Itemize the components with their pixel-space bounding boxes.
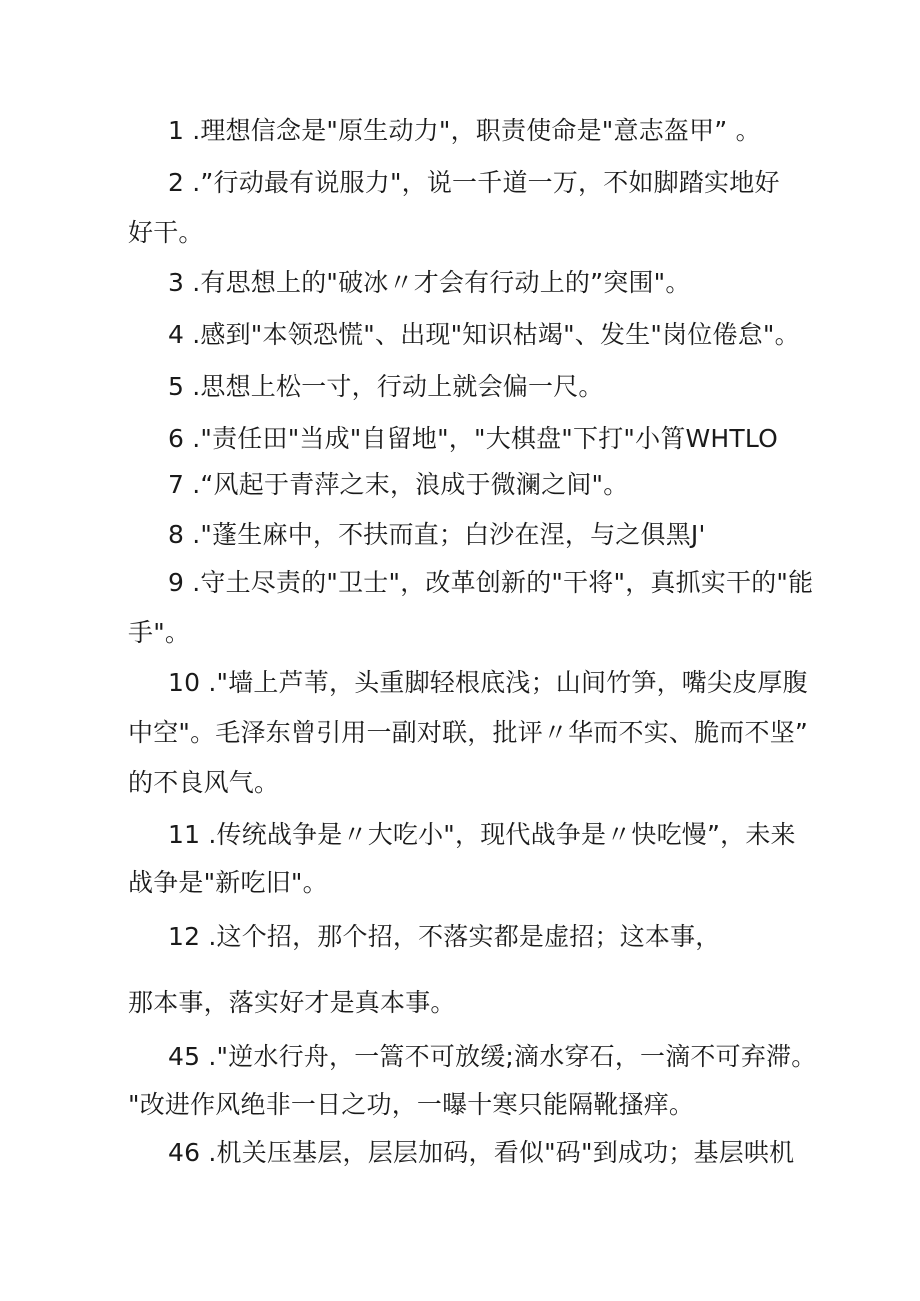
text-line: 10 ."墙上芦苇，头重脚轻根底浅；山间竹笋，嘴尖皮厚腹 xyxy=(168,668,808,697)
text-line: 那本事，落实好才是真本事。 xyxy=(128,988,456,1017)
text-line: 的不良风气。 xyxy=(128,768,280,797)
text-line: 战争是"新吃旧"。 xyxy=(128,868,328,897)
text-line: 2 .”行动最有说服力"，说一千道一万，不如脚踏实地好 xyxy=(168,168,780,197)
text-line: 3 .有思想上的"破冰〃才会有行动上的”突围"。 xyxy=(168,268,691,297)
text-line: 9 .守土尽责的"卫士"，改革创新的"干将"，真抓实干的"能 xyxy=(168,568,814,597)
text-line: 手"。 xyxy=(128,618,191,647)
text-line: 11 .传统战争是〃大吃小"，现代战争是〃快吃慢”，未来 xyxy=(168,820,796,849)
text-line: 1 .理想信念是"原生动力"，职责使命是"意志盔甲” 。 xyxy=(168,116,761,145)
text-line: 12 .这个招，那个招，不落实都是虚招；这本事， xyxy=(168,922,721,951)
text-line: 5 .思想上松一寸，行动上就会偏一尺。 xyxy=(168,372,604,401)
text-line: 7 .“风起于青萍之末，浪成于微澜之间"。 xyxy=(168,470,629,499)
text-line: 4 .感到"本领恐慌"、出现"知识枯竭"、发生"岗位倦怠"。 xyxy=(168,320,800,349)
text-line: 46 .机关压基层，层层加码，看似"码"到成功；基层哄机 xyxy=(168,1138,795,1167)
text-line: 8 ."蓬生麻中，不扶而直；白沙在涅，与之俱黑J' xyxy=(168,520,706,549)
text-line: 6 ."责任田"当成"自留地"，"大棋盘"下打"小筲WHTLO xyxy=(168,424,778,453)
text-line: 45 ."逆水行舟，一篙不可放缓;滴水穿石，一滴不可弃滞。 xyxy=(168,1042,817,1071)
text-line: "改进作风绝非一日之功，一曝十寒只能隔靴搔痒。 xyxy=(128,1090,695,1119)
text-line: 好干。 xyxy=(128,218,204,247)
text-line: 中空"。毛泽东曾引用一副对联，批评〃华而不实、脆而不坚” xyxy=(128,718,809,747)
